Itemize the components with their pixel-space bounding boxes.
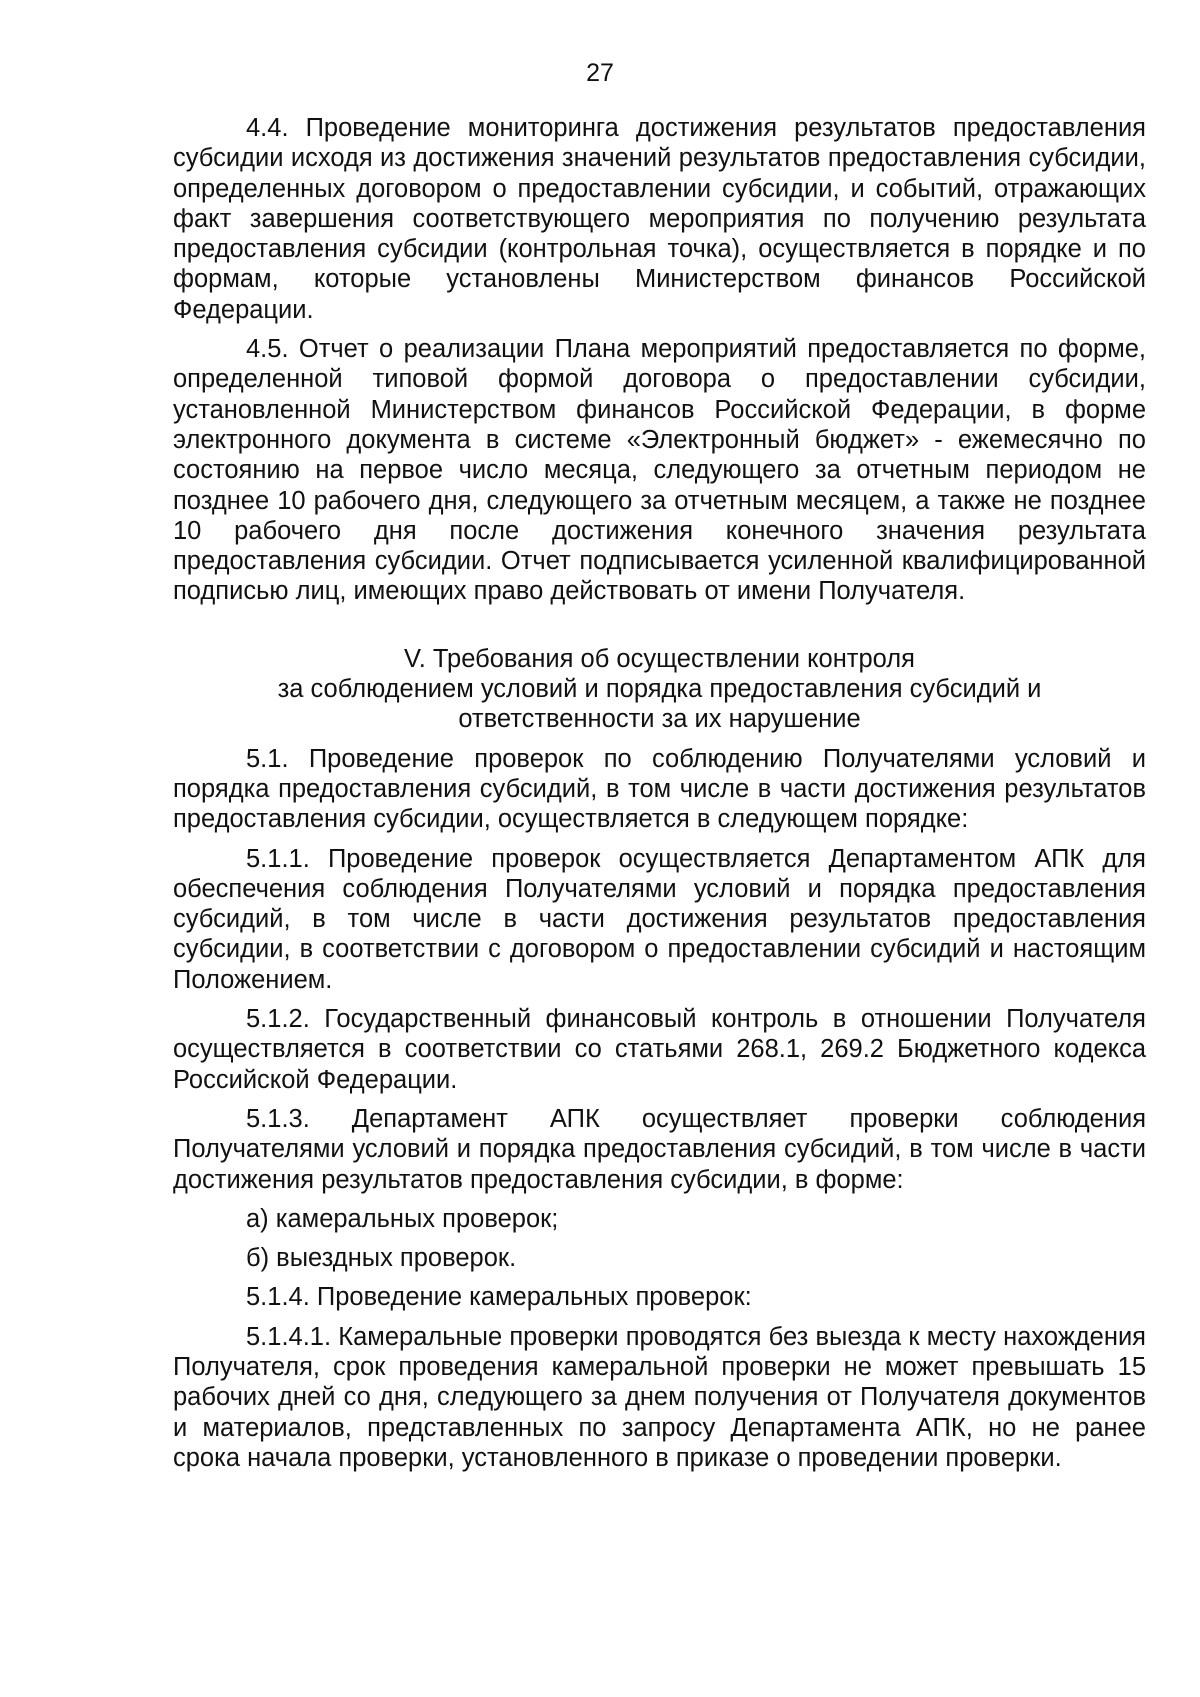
list-item-a: а) камеральных проверок; (246, 1204, 559, 1233)
section-heading-line-3: ответственности за их нарушение (458, 705, 861, 734)
section-heading (173, 644, 1146, 735)
paragraph-5-1-1: 5.1.1. Проведение проверок осуществляется Департаментом АПК для обеспечения соблюдения Получателями условий и порядка предоставления субсидий, в том числе в части достижения результатов предоставления субсидии, в соответствии с договором о предоставлении субсидий и настоящим Положением. (173, 844, 1146, 994)
document-body (173, 113, 1146, 1482)
list-item-b: б) выездных проверок. (246, 1244, 517, 1273)
paragraph-5-1: 5.1. Проведение проверок по соблюдению Получателями условий и порядка предоставления субсидий, в том числе в части достижения результатов предоставления субсидии, осуществляется в следующем порядке: (173, 744, 1146, 834)
paragraph-5-1-4-1: 5.1.4.1. Камеральные проверки проводятся без выезда к месту нахождения Получателя, срок проведения камеральной проверки не может превышать 15 рабочих дней со дня, следующего за днем получения от Получателя документов и материалов, представленных по запросу Департамента АПК, но не ранее срока начала проверки, установленного в приказе о проведении проверки. (173, 1322, 1146, 1472)
paragraph-5-1-4: 5.1.4. Проведение камеральных проверок: (246, 1283, 752, 1312)
paragraph-4-5: 4.5. Отчет о реализации Плана мероприятий предоставляется по форме, определенной типовой формой договора о предоставлении субсидии, установленной Министерством финансов Российской Федерации, в форме электронного документа в системе «Электронный бюджет» - ежемесячно по состоянию на первое число месяца, следующего за отчетным периодом не позднее 10 рабочего дня, следующего за отчетным месяцем, а также не позднее 10 рабочего дня после достижения конечного значения результата предоставления субсидии. Отчет подписывается усиленной квалифицированной подписью лиц, имеющих право действовать от имени Получателя. (173, 335, 1146, 606)
paragraph-5-1-2: 5.1.2. Государственный финансовый контроль в отношении Получателя осуществляется в соответствии со статьями 268.1, 269.2 Бюджетного кодекса Российской Федерации. (173, 1005, 1146, 1094)
paragraph-5-1-3: 5.1.3. Департамент АПК осуществляет проверки соблюдения Получателями условий и порядка предоставления субсидий, в том числе в части достижения результатов предоставления субсидии, в форме: (173, 1104, 1146, 1194)
page-number: 27 (586, 59, 614, 87)
paragraph-4-4: 4.4. Проведение мониторинга достижения результатов предоставления субсидии исходя из достижения значений результатов предоставления субсидии, определенных договором о предоставлении субсидии, и событий, отражающих факт завершения соответствующего мероприятия по получению результата предоставления субсидии (контрольная точка), осуществляется в порядке и по формам, которые установлены Министерством финансов Российской Федерации. (173, 114, 1146, 324)
section-heading-line-1: V. Требования об осуществлении контроля (404, 644, 915, 673)
section-heading-line-2: за соблюдением условий и порядка предоставления субсидий и (277, 675, 1042, 704)
